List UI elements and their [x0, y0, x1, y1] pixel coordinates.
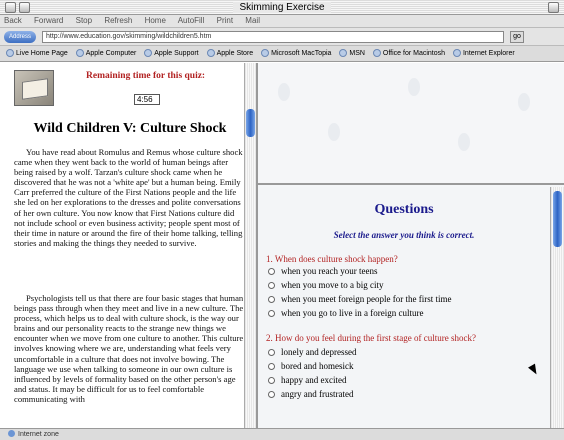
- autofill-button[interactable]: AutoFill: [177, 16, 205, 25]
- favorite-icon: [373, 49, 381, 57]
- favorite-live-home-page[interactable]: Live Home Page: [6, 49, 68, 57]
- question-2: 2. How do you feel during the first stage of culture shock?: [266, 333, 476, 343]
- questions-heading: Questions: [374, 202, 434, 217]
- radio-button[interactable]: [268, 349, 275, 356]
- question-2-option[interactable]: angry and frustrated: [268, 389, 353, 399]
- refresh-button[interactable]: Refresh: [104, 16, 133, 25]
- lesson-paragraph: Psychologists tell us that there are four basic stages that human beings pass through when they meet and live in a new culture. The process, which helps us to deal with culture shock, is the way our brains and our personality reacts to the strange new things we encounter when we move from one culture to another. This culture involves knowing where we are, understanding what feels very uncomfortable in a culture that does not involve bowing. The language we use when talking to someone in our own culture is influenced by levels of formality based on the other person's age and status. It may be difficult for us to feel comfortable communicating with: [14, 293, 244, 404]
- question-1-option[interactable]: when you reach your teens: [268, 266, 377, 276]
- favorite-icon: [339, 49, 347, 57]
- question-2-option[interactable]: bored and homesick: [268, 361, 353, 371]
- radio-button[interactable]: [268, 310, 275, 317]
- questions-frame: [258, 187, 564, 428]
- url-input[interactable]: http://www.education.gov/skimming/wildchildren5.htm: [42, 31, 504, 43]
- timer-label: Remaining time for this quiz:: [86, 71, 206, 81]
- favorite-icon: [207, 49, 215, 57]
- radio-button[interactable]: [268, 377, 275, 384]
- address-label-button[interactable]: Address: [4, 31, 36, 43]
- question-1-option[interactable]: when you go to live in a foreign culture: [268, 308, 423, 318]
- favorite-microsoft-mactopia[interactable]: Microsoft MacTopia: [261, 49, 331, 57]
- radio-button[interactable]: [268, 363, 275, 370]
- forward-button[interactable]: Forward: [34, 16, 64, 25]
- questions-scrollbar[interactable]: [550, 187, 564, 428]
- go-button[interactable]: go: [510, 31, 524, 43]
- question-1-option[interactable]: when you meet foreign people for the first time: [268, 294, 451, 304]
- question-1: 1. When does culture shock happen?: [266, 254, 398, 264]
- window-title: Skimming Exercise: [0, 2, 564, 13]
- favorite-msn[interactable]: MSN: [339, 49, 365, 57]
- favorite-icon: [144, 49, 152, 57]
- reading-scrollbar[interactable]: [244, 63, 256, 428]
- mail-button[interactable]: Mail: [245, 16, 260, 25]
- favorite-apple-store[interactable]: Apple Store: [207, 49, 254, 57]
- favorite-apple-computer[interactable]: Apple Computer: [76, 49, 137, 57]
- back-button[interactable]: Back: [4, 16, 22, 25]
- favorites-bar: [0, 46, 564, 62]
- question-2-option[interactable]: happy and excited: [268, 375, 346, 385]
- favorite-icon: [261, 49, 269, 57]
- print-button[interactable]: Print: [216, 16, 234, 25]
- zoom-window-button[interactable]: [548, 2, 559, 13]
- status-bar: Internet zone: [0, 428, 564, 440]
- radio-button[interactable]: [268, 296, 275, 303]
- globe-icon: [8, 430, 15, 437]
- radio-button[interactable]: [268, 282, 275, 289]
- favorite-internet-explorer[interactable]: Internet Explorer: [453, 49, 515, 57]
- question-2-option[interactable]: lonely and depressed: [268, 347, 356, 357]
- reading-frame: [4, 63, 256, 428]
- window-titlebar: [0, 0, 564, 15]
- favorite-icon: [6, 49, 14, 57]
- radio-button[interactable]: [268, 391, 275, 398]
- favorite-apple-support[interactable]: Apple Support: [144, 49, 198, 57]
- timer-field: 4:56: [134, 94, 160, 105]
- book-icon: [14, 70, 54, 106]
- favorite-icon: [453, 49, 461, 57]
- scroll-thumb[interactable]: [553, 191, 562, 247]
- right-frameset: [258, 63, 564, 428]
- upper-frame: [258, 63, 564, 185]
- favorite-icon: [76, 49, 84, 57]
- scroll-thumb[interactable]: [246, 109, 255, 137]
- home-button[interactable]: Home: [144, 16, 166, 25]
- questions-instruction: Select the answer you think is correct.: [333, 230, 475, 240]
- favorite-office-for-macintosh[interactable]: Office for Macintosh: [373, 49, 445, 57]
- stop-button[interactable]: Stop: [75, 16, 93, 25]
- mouse-pointer-icon: [528, 364, 540, 377]
- lesson-paragraph: You have read about Romulus and Remus whose culture shock came when they went back to the world of human beings after being raised by a wolf. Tarzan's culture shock came when he discovered that he was not a 'white ape' but a human being. Emily Carr preferred the culture of the First Nations people and the life she led on her explorations to the dresses and polite conversations of her own culture. You now know that First Nations culture did not include school or even business activity; people spent most of their time in nature or around the fire of their home talking, telling stories and making the things they needed to survive.: [14, 147, 243, 248]
- address-bar: [0, 28, 564, 46]
- browser-toolbar: [0, 15, 564, 28]
- lesson-title: Wild Children V: Culture Shock: [33, 121, 227, 136]
- question-1-option[interactable]: when you move to a big city: [268, 280, 383, 290]
- radio-button[interactable]: [268, 268, 275, 275]
